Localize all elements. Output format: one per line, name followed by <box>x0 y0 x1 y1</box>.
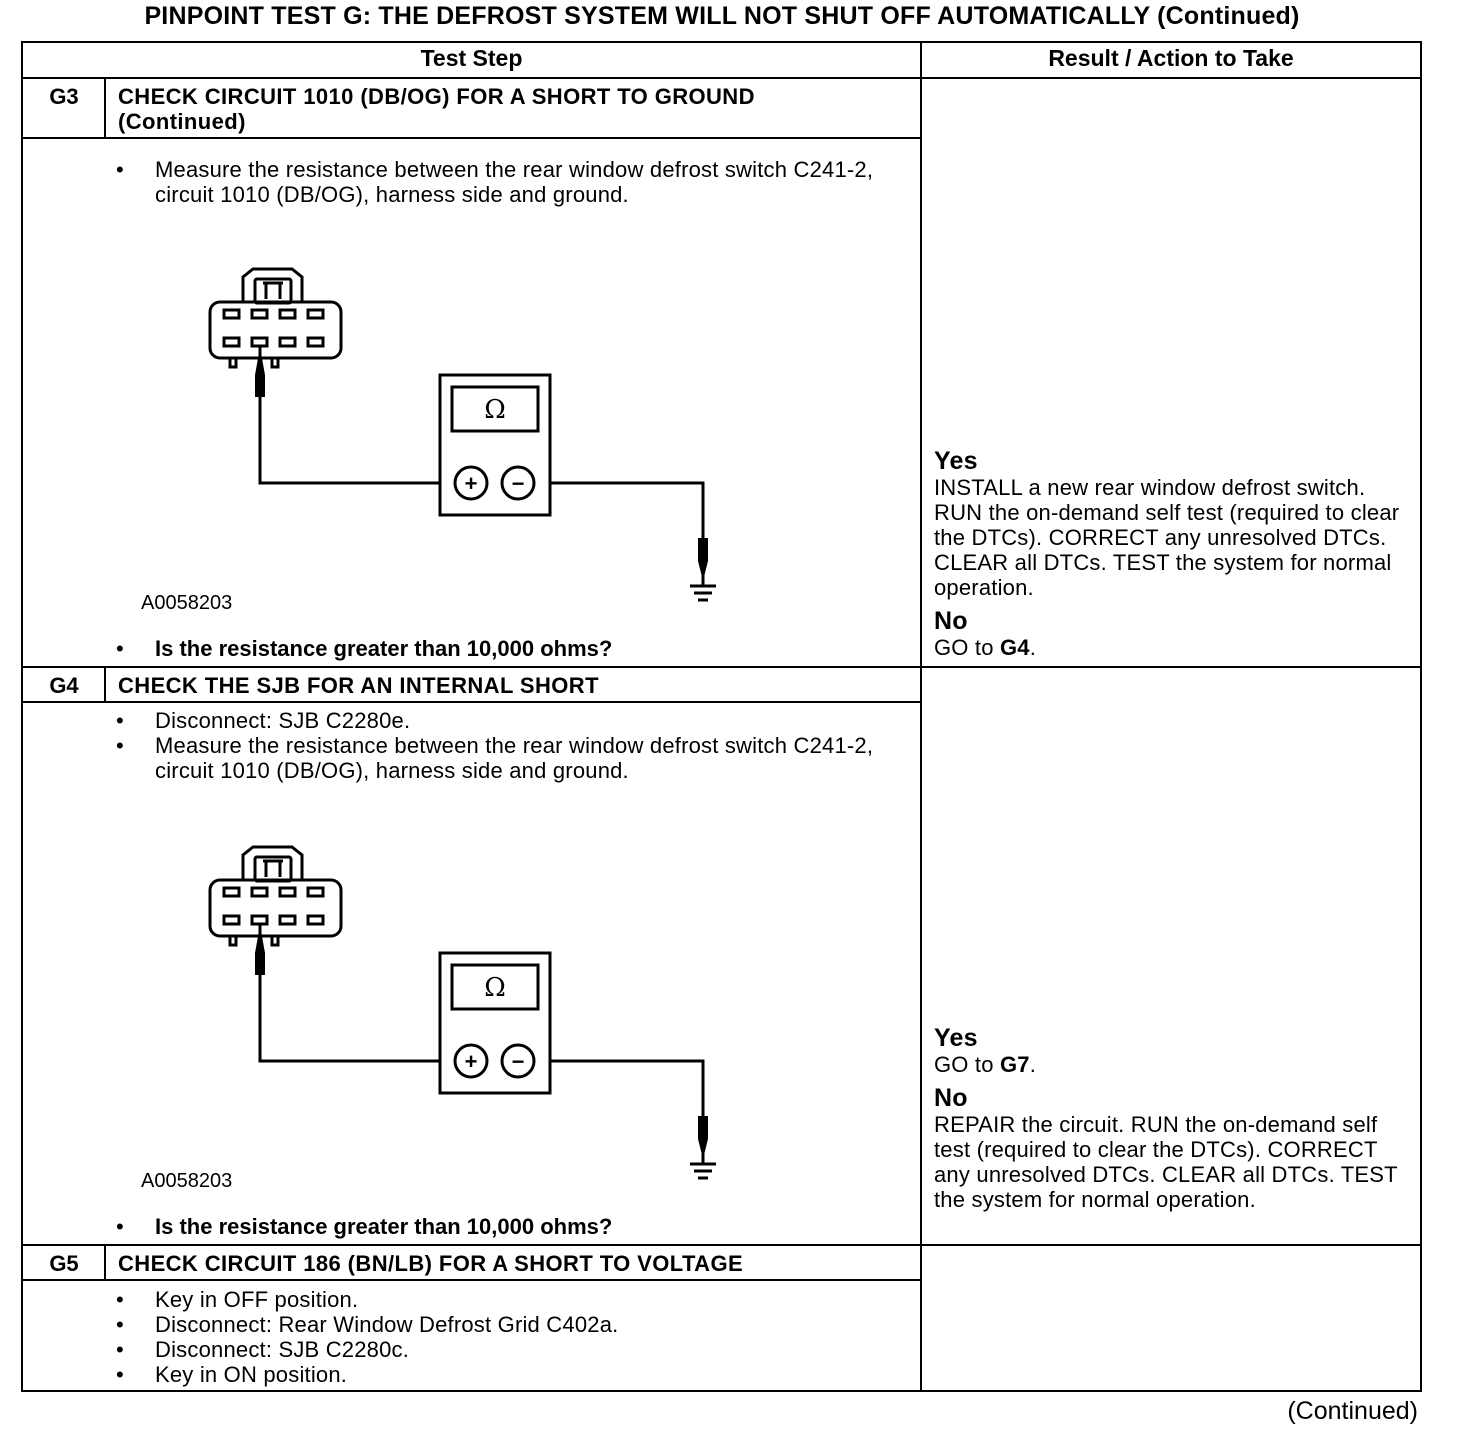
minus-sign: − <box>511 1049 525 1074</box>
ohmmeter-diagram-g3 <box>200 265 730 615</box>
connector-latch <box>243 269 302 303</box>
list-item: • Key in ON position. <box>116 1362 916 1387</box>
step-title-divider <box>21 137 921 139</box>
result-g3 <box>934 448 1414 660</box>
goto-link[interactable]: G4 <box>1000 635 1030 660</box>
connector-latch <box>243 847 302 881</box>
figure-id-g3: A0058203 <box>141 592 233 614</box>
ohm-symbol: Ω <box>484 973 506 1003</box>
figure-id-g4: A0058203 <box>141 1170 233 1192</box>
row-divider-g3 <box>21 666 1422 668</box>
probe-wire-negative <box>550 483 703 543</box>
probe-wire-negative <box>550 1061 703 1121</box>
probe-tip-ground <box>698 538 708 581</box>
step-title-g3-line1: CHECK CIRCUIT 1010 (DB/OG) FOR A SHORT TO GROUND <box>118 84 755 109</box>
list-item: • Measure the resistance between the rear window defrost switch C241-2, circuit 1010 (DB/OG), harness side and ground. <box>116 733 916 783</box>
ohmmeter-diagram-g4 <box>200 843 730 1193</box>
step-g3-instructions <box>116 157 916 207</box>
step-g5-instructions <box>116 1287 916 1387</box>
result-yes-label: Yes <box>934 447 978 475</box>
result-g4 <box>934 1025 1414 1212</box>
header-divider <box>21 77 1422 79</box>
header-result: Result / Action to Take <box>1048 45 1294 71</box>
header-test-step: Test Step <box>420 45 523 71</box>
step-id-g4: G4 <box>49 673 79 698</box>
list-item: • Disconnect: SJB C2280e. <box>116 708 916 733</box>
result-yes-text: INSTALL a new rear window defrost switch. RUN the on-demand self test (required to clear the DTCs). CORRECT any unresolved DTCs. CLEAR all DTCs. TEST the system for normal operation. <box>934 475 1400 600</box>
list-item: • Disconnect: SJB C2280c. <box>116 1337 916 1362</box>
ohm-symbol: Ω <box>484 395 506 425</box>
step-title-divider <box>21 1279 921 1281</box>
step-question-g3: • Is the resistance greater than 10,000 ohms? <box>116 636 916 662</box>
step-question-g4: • Is the resistance greater than 10,000 ohms? <box>116 1214 916 1240</box>
page-title: PINPOINT TEST G: THE DEFROST SYSTEM WILL NOT SHUT OFF AUTOMATICALLY (Continued) <box>144 2 1300 30</box>
column-divider <box>920 41 922 1392</box>
step-id-g3: G3 <box>49 84 79 109</box>
probe-wire-positive <box>260 925 440 1061</box>
step-g4-instructions <box>116 708 916 783</box>
step-id-g5: G5 <box>49 1251 79 1276</box>
goto-link[interactable]: G7 <box>1000 1052 1030 1077</box>
step-title-g3 <box>118 84 908 134</box>
probe-tip-ground <box>698 1116 708 1159</box>
plus-sign: + <box>464 471 478 496</box>
step-title-g3-line2: (Continued) <box>118 109 246 134</box>
probe-tip-positive <box>255 347 265 397</box>
step-title-divider <box>21 701 921 703</box>
list-item: • Measure the resistance between the rear window defrost switch C241-2, circuit 1010 (DB/OG), harness side and ground. <box>116 157 916 207</box>
plus-sign: + <box>464 1049 478 1074</box>
list-item: • Disconnect: Rear Window Defrost Grid C402a. <box>116 1312 916 1337</box>
result-no-label: No <box>934 607 968 635</box>
result-no-label: No <box>934 1084 968 1112</box>
step-title-g5: CHECK CIRCUIT 186 (BN/LB) FOR A SHORT TO VOLTAGE <box>118 1251 744 1276</box>
result-yes-label: Yes <box>934 1024 978 1052</box>
row-divider-g4 <box>21 1244 1422 1246</box>
result-no-text: REPAIR the circuit. RUN the on-demand self test (required to clear the DTCs). CORRECT any unresolved DTCs. CLEAR all DTCs. TEST the system for normal operation. <box>934 1112 1398 1212</box>
step-title-g4: CHECK THE SJB FOR AN INTERNAL SHORT <box>118 673 599 698</box>
minus-sign: − <box>511 471 525 496</box>
result-yes-text: GO to G7. <box>934 1052 1037 1077</box>
list-item: • Key in OFF position. <box>116 1287 916 1312</box>
probe-tip-positive <box>255 925 265 975</box>
continued-footer: (Continued) <box>1287 1397 1418 1425</box>
result-no-text: GO to G4. <box>934 635 1037 660</box>
probe-wire-positive <box>260 347 440 483</box>
